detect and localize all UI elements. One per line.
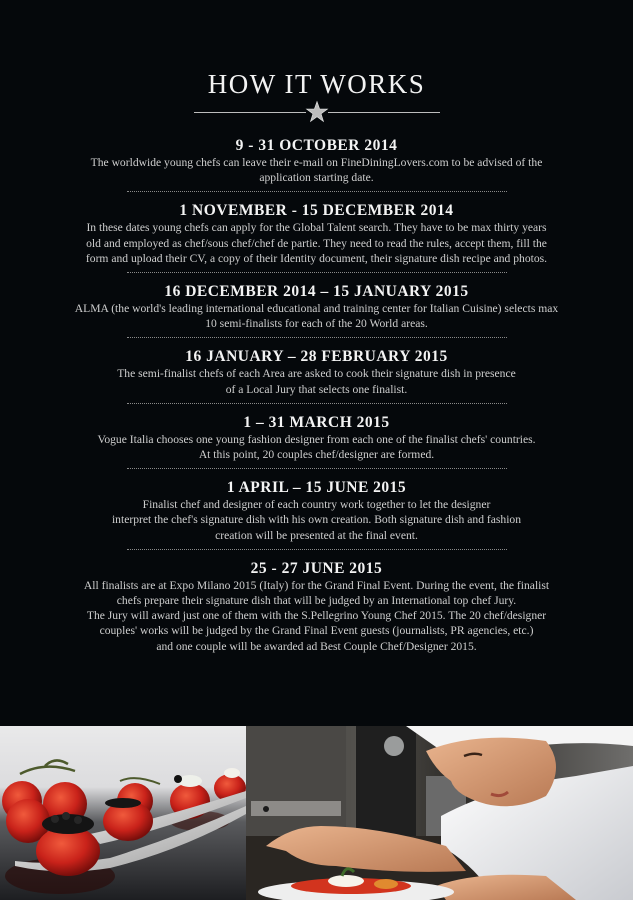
- step-description-line: In these dates young chefs can apply for the Global Talent search. They have to be max thirty years: [86, 221, 547, 235]
- chef-plating-illustration: [246, 726, 633, 900]
- step-description-line: At this point, 20 couples chef/designer are formed.: [198, 448, 435, 462]
- step-description-line: creation will be presented at the final event.: [215, 528, 418, 542]
- title-divider: [194, 100, 440, 124]
- timeline: [0, 136, 633, 654]
- divider-line-left: [194, 112, 306, 113]
- step-description-line: All finalists are at Expo Milano 2015 (Italy) for the Grand Final Event. During the event, the finalist: [83, 578, 550, 592]
- step-description-line: application starting date.: [259, 171, 374, 185]
- step-description-line: form and upload their CV, a copy of their Identity document, their signature dish recipe and photos.: [85, 251, 548, 265]
- divider-line-right: [328, 112, 440, 113]
- dotted-separator: [127, 191, 507, 192]
- step-description-line: chefs prepare their signature dish that will be judged by an International top chef Jury.: [116, 594, 517, 608]
- step-description-line: old and employed as chef/sous chef/chef de partie. They need to read the rules, accept them, fill the: [86, 236, 547, 250]
- photo-strip: [0, 726, 633, 900]
- step-description-line: Finalist chef and designer of each country work together to let the designer: [142, 498, 491, 512]
- timeline-step-3: [0, 282, 633, 338]
- chef-photo: [246, 726, 633, 900]
- step-description-line: and one couple will be awarded ad Best Couple Chef/Designer 2015.: [156, 639, 477, 653]
- timeline-step-2: [0, 201, 633, 273]
- step-description-line: Vogue Italia chooses one young fashion designer from each one of the finalist chefs' countries.: [97, 432, 536, 446]
- step-description-line: interpret the chef's signature dish with his own creation. Both signature dish and fashion: [111, 513, 522, 527]
- timeline-step-4: [0, 347, 633, 403]
- step-description-line: The Jury will award just one of them with the S.Pellegrino Young Chef 2015. The 20 chef/designer: [86, 609, 547, 623]
- page-title: HOW IT WORKS: [207, 69, 426, 99]
- tomatoes-photo: [0, 726, 246, 900]
- step-description-line: The semi-finalist chefs of each Area are asked to cook their signature dish in presence: [117, 367, 516, 381]
- step-date: 9 - 31 OCTOBER 2014: [235, 137, 398, 154]
- step-description-line: The worldwide young chefs can leave their e-mail on FineDiningLovers.com to be advised of the: [90, 156, 543, 169]
- timeline-step-6: [0, 478, 633, 550]
- step-date: 16 JANUARY – 28 FEBRUARY 2015: [185, 348, 448, 366]
- step-date: 1 NOVEMBER - 15 DECEMBER 2014: [179, 202, 454, 220]
- timeline-step-7: [0, 559, 633, 654]
- star-icon: [305, 100, 329, 124]
- step-description-line: 10 semi-finalists for each of the 20 World areas.: [205, 317, 428, 331]
- dotted-separator: [127, 468, 507, 469]
- timeline-step-1: [0, 136, 633, 192]
- step-date: 1 – 31 MARCH 2015: [243, 413, 390, 431]
- timeline-step-5: [0, 413, 633, 469]
- dotted-separator: [127, 272, 507, 273]
- dotted-separator: [127, 403, 507, 404]
- dotted-separator: [127, 549, 507, 550]
- dotted-separator: [127, 337, 507, 338]
- step-date: 16 DECEMBER 2014 – 15 JANUARY 2015: [164, 283, 469, 301]
- step-date: 25 - 27 JUNE 2015: [250, 559, 383, 577]
- cherry-tomatoes-illustration: [0, 726, 246, 900]
- step-date: 1 APRIL – 15 JUNE 2015: [226, 479, 407, 497]
- step-description-line: of a Local Jury that selects one finalist.: [225, 382, 408, 396]
- page-header: [0, 68, 633, 124]
- step-description-line: ALMA (the world's leading international educational and training center for Italian Cuisine) selects max: [74, 302, 559, 316]
- step-description-line: couples' works will be judged by the Grand Final Event guests (journalists, PR agencies, etc.): [99, 624, 534, 638]
